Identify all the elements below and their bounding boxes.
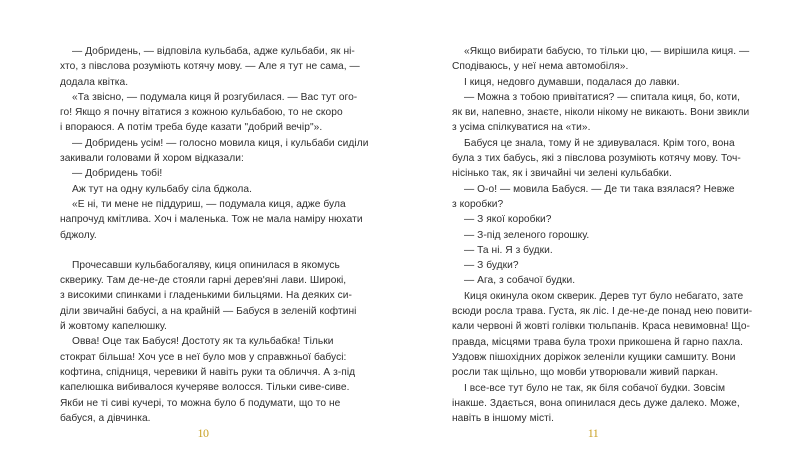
page-number-right: 11 [587, 426, 599, 440]
paragraph: — Можна з тобою привітатися? — спитала киця, бо, коти, як ви, напевно, знаєте, ніколи нікому не викають. Вони звикли з усіма спілкуватися на «ти». [452, 91, 750, 134]
paragraph: — З будки? [464, 260, 519, 272]
paragraph: «Та звісно, — подумала киця й розгубилася. — Вас тут ого- го! Якщо я почну вітатися з кожною кульбабою, то не скоро і впораюся. А потім треба буде казати "добрий вечір"». [60, 91, 358, 134]
right-page [452, 44, 768, 426]
paragraph: Бабуся це знала, тому й не здивувалася. Крім того, вона була з тих бабусь, які з півслова розуміють котячу мову. Точ- нісінько так, як і звичайні чи зелені кульбабки. [452, 137, 741, 180]
paragraph: — Добридень усім! — голосно мовила киця, і кульбаби сиділи закивали головами й хором відказали: [60, 137, 369, 165]
page-number-left: 10 [197, 426, 209, 440]
paragraph: Киця окинула оком скверик. Дерев тут було небагато, зате всюди росла трава. Густа, як ліс. І де-не-де понад нею повити- кали червоні й жовті голівки тюльпанів. Краса невимовна! Що- правда, місцями трава була трохи прикошена й гарно пахла. Уздовж пішохідних доріжок зеленіли кущики самшиту. Вони росли так щільно, що мовби утворювали живий паркан. [452, 290, 753, 379]
paragraph: — О-о! — мовила Бабуся. — Де ти така взялася? Невже з коробки? [452, 183, 735, 210]
paragraph: І все-все тут було не так, як біля собачої будки. Зовсім інакше. Здається, вона опинилася десь дуже далеко. Може, навіть в іншому місті. [452, 382, 740, 425]
paragraph: І киця, недовго думавши, подалася до лавки. [464, 76, 680, 88]
left-page [60, 44, 382, 426]
paragraph: «Якщо вибирати бабусю, то тільки цю, — вирішила киця. — Сподіваюсь, у неї нема автомобіля». [452, 46, 750, 73]
paragraph: — Та ні. Я з будки. [464, 244, 553, 256]
paragraph: — З-під зеленого горошку. [464, 229, 590, 241]
paragraph: Аж тут на одну кульбабу сіла бджола. [72, 183, 252, 195]
paragraph: — Ага, з собачої будки. [464, 275, 576, 287]
paragraph: Прочесавши кульбабогаляву, киця опинилася в якомусь скверику. Там де-не-де стояли гарні дерев'яні лави. Широкі, з високими спинками і гладенькими бильцями. На деяких си- діли звичайні бабусі, а на крайній — Бабуся в зеленій кофтині й жовтому капелюшку. [60, 259, 357, 333]
paragraph: — Добридень, — відповіла кульбаба, адже кульбаби, як ні- хто, з півслова розуміють котячу мову. — Але я тут не сама, — додала квітка. [60, 46, 360, 88]
paragraph: — Добридень тобі! [72, 168, 163, 180]
paragraph: «Е ні, ти мене не піддуриш, — подумала киця, адже була напрочуд кмітлива. Хоч і маленька. Тож не мала наміру нюхати бджолу. [60, 198, 363, 241]
paragraph: Овва! Оце так Бабуся! Достоту як та кульбабка! Тільки стократ більша! Хоч усе в неї було мов у справжньої бабусі: кофтина, спідниця, черевики й навіть руки та обличчя. А з-під капелюшка вибивалося кучеряве волосся. Тільки сиве-сиве. Якби не ті сиві кучері, то можна було б подумати, що то не бабуся, а дівчинка. [60, 336, 356, 424]
paragraph: — З якої коробки? [464, 214, 552, 226]
